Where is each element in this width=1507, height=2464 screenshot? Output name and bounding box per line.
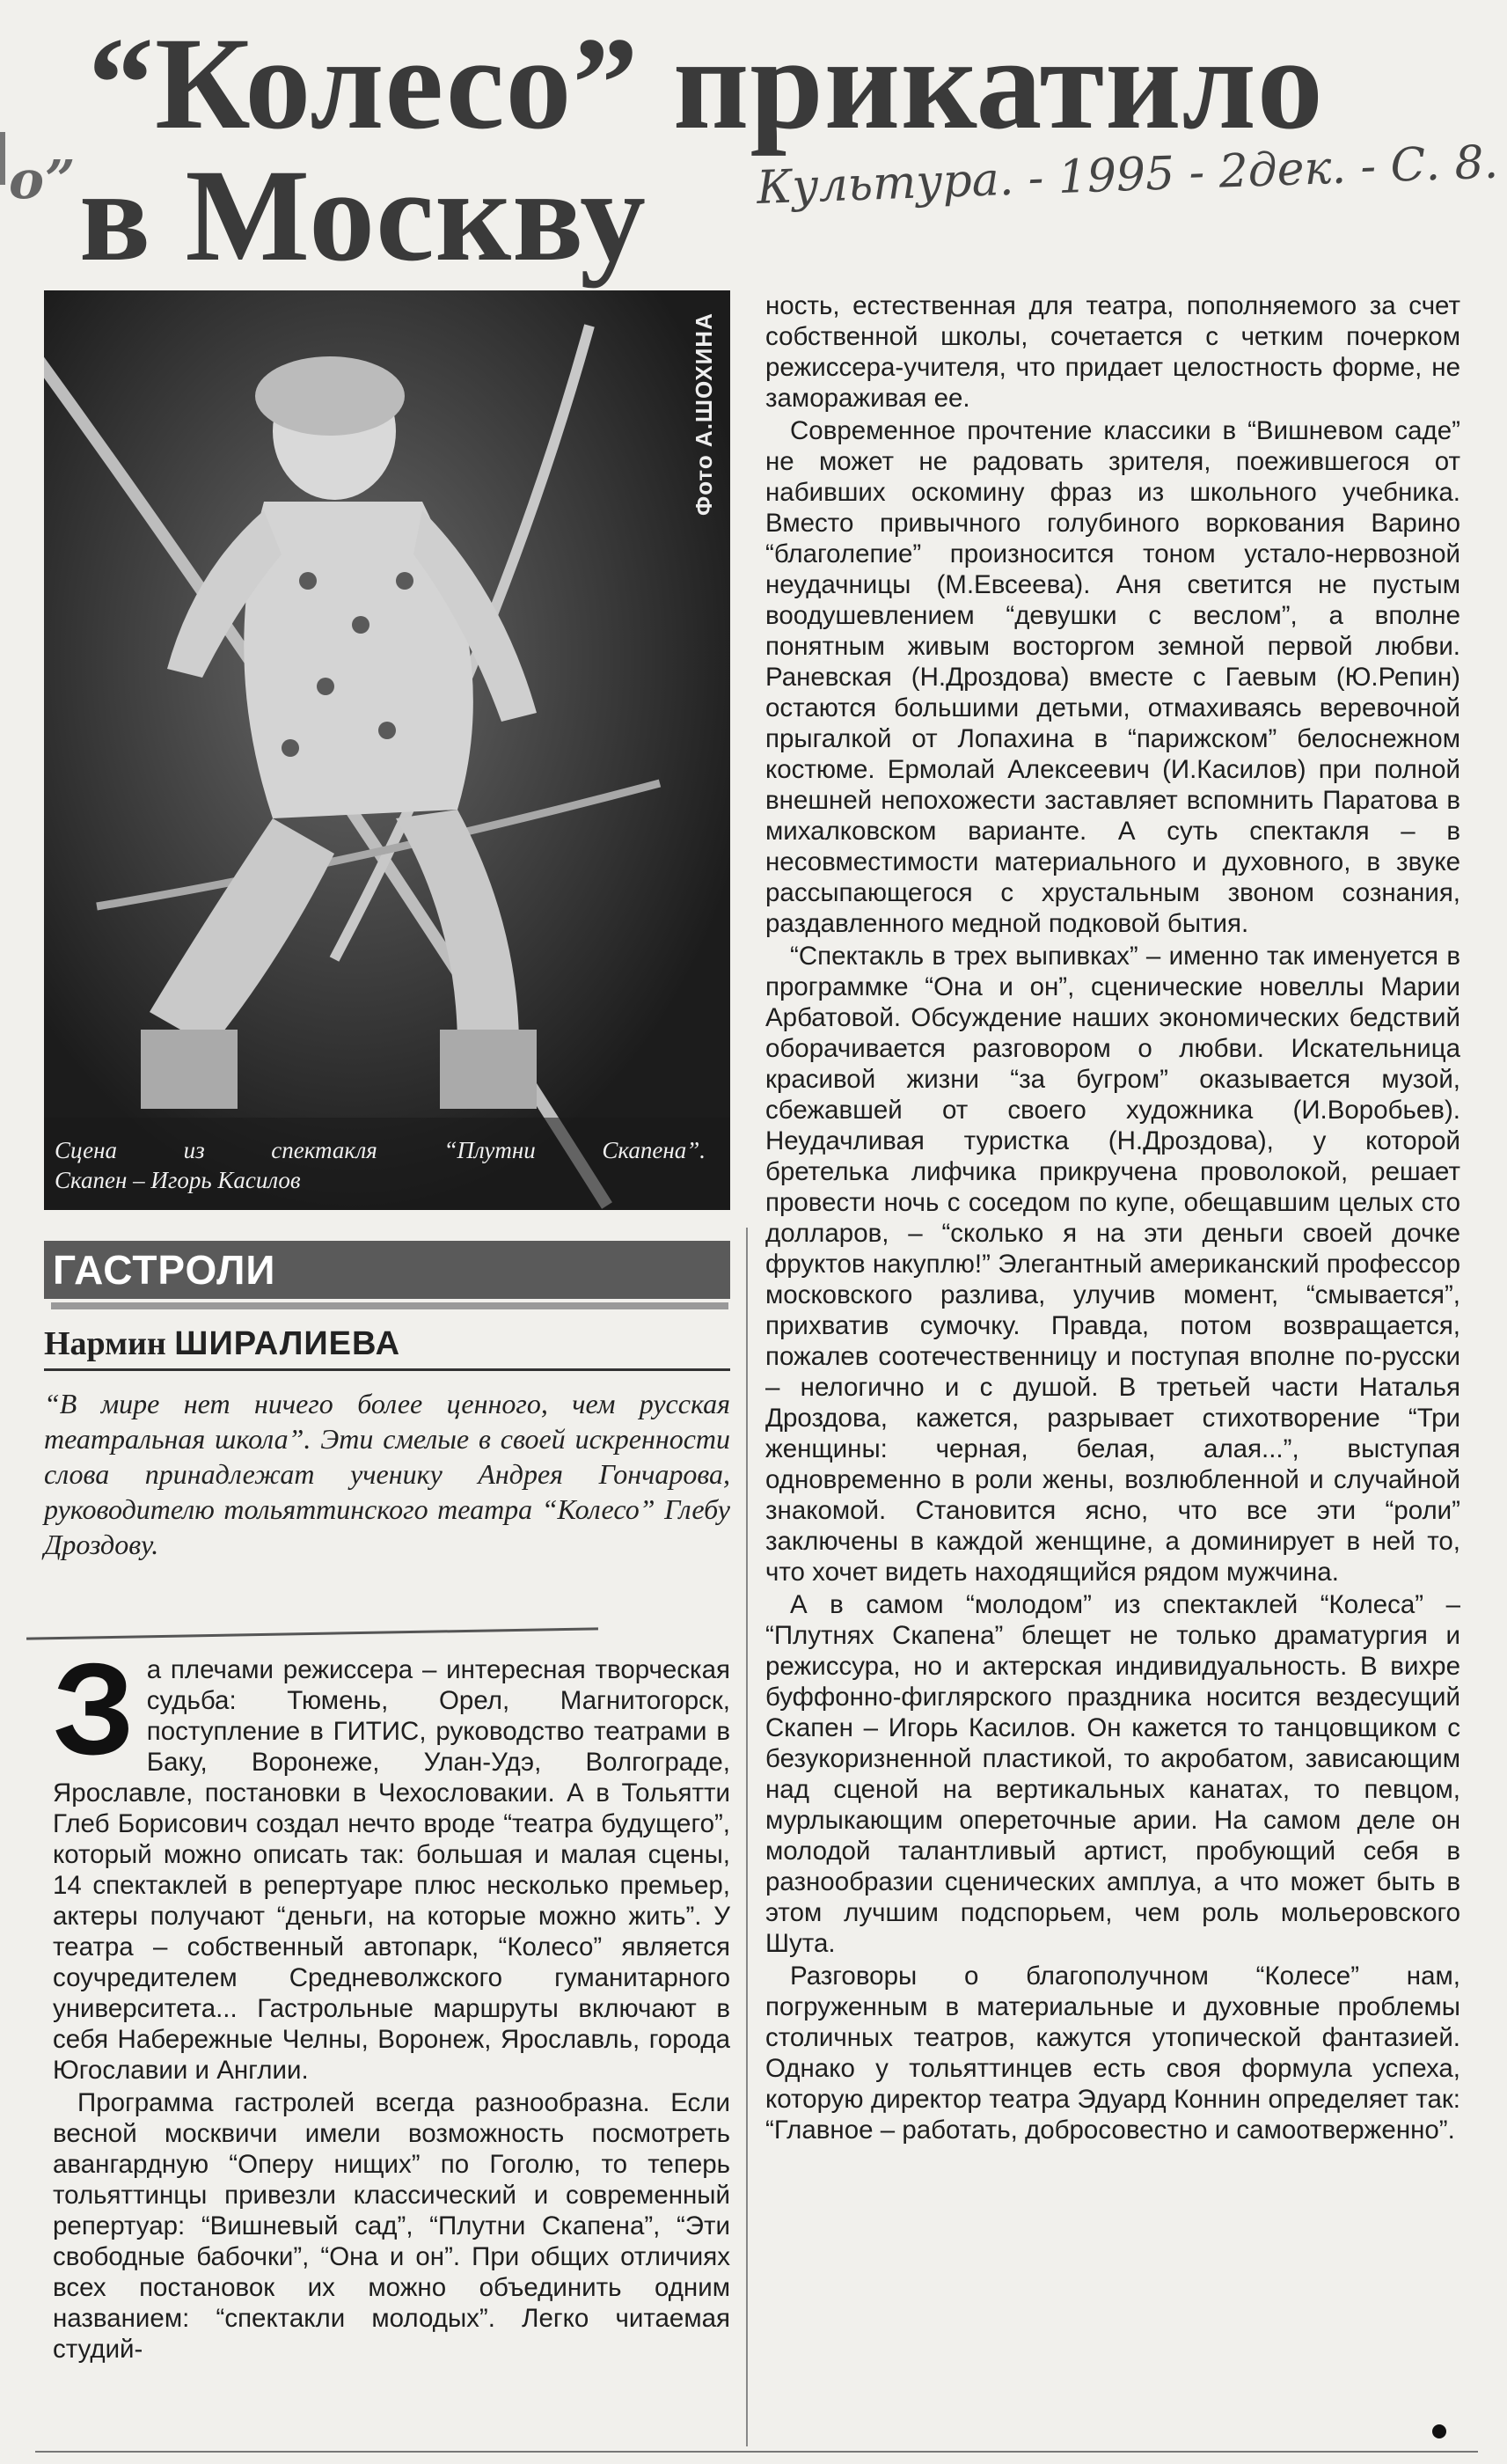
caption-word: Скапена”.: [602, 1137, 706, 1163]
caption-word: из: [183, 1137, 205, 1163]
drop-cap: З: [53, 1654, 135, 1782]
bottom-rule: [35, 2451, 1478, 2453]
headline-line-2: в Москву: [79, 143, 647, 289]
scan-edge-mark: [0, 132, 5, 185]
left-column: [53, 1654, 730, 2429]
handwritten-source-note: Культура. - 1995 - 2дек. - С. 8.: [756, 136, 1499, 215]
rubric-shadow: [51, 1302, 728, 1309]
actor-on-ropes-illustration: [44, 290, 730, 1210]
author-byline: [44, 1324, 730, 1363]
paragraph: [53, 1654, 730, 2086]
pen-underline: [26, 1627, 598, 1639]
column-divider: [746, 1228, 748, 2446]
paragraph: “Спектакль в трех выпивках” – именно так именуется в программке “Она и он”, сценические новеллы Марии Арбатовой. Обсуждение наших экономических бедствий оборачивается разговором о любви. Искательница красивой жизни “за бугром” оказывается музой, сбежавшей от своего художника (И.Воробьев). Неудачливая туристка (Н.Дроздова), у которой бретелька лифчика прикручена проволокой, решает провести ночь с соседом по купе, обещавшим целых сто долларов, – “сколько я на эти деньги своей дочке фруктов накуплю!” Элегантный американский профессор московского разлива, улучив момент, “смывается”, прихватив сумочку. Правда, потом возвращается, пожалев соотечественницу и поступая вполне по-русски – нелогично и с душой. В третьей части Наталья Дроздова, кажется, разрывает стихотворение “Три женщины: черная, белая, алая...”, выступая одновременно в роли жены, возлюбленной и случайной знакомой. Становится ясно, что все эти “роли” заключены в каждой женщине, а доминирует в ней то, что хочет видеть находящийся рядом мужчина.: [765, 942, 1460, 1587]
paragraph: ность, естественная для театра, пополняемого за счет собственной школы, сочетается с четким почерком режиссера-учителя, что придает целостность форме, не замораживая ее.: [765, 291, 1460, 413]
paragraph: Программа гастролей всегда разнообразна. Если весной москвичи имели возможность посмотреть авангардную “Оперу нищих” по Гоголю, то теперь тольяттинцы привезли классический и современный репертуар: “Вишневый сад”, “Плутни Скапена”, “Эти свободные бабочки”, “Она и он”. При общих отличиях всех постановок их можно объединить одним названием: “спектакли молодых”. Легко читаемая студий-: [53, 2088, 730, 2364]
headline-edge-fragment: о”: [9, 150, 77, 211]
right-column: [765, 290, 1460, 2438]
photo-caption: [55, 1135, 706, 1195]
author-last-name: ШИРАЛИЕВА: [174, 1325, 401, 1362]
byline-rule: [44, 1368, 730, 1371]
section-rubric: ГАСТРОЛИ: [44, 1241, 730, 1299]
caption-word: Сцена: [55, 1137, 118, 1163]
end-of-article-bullet: [1432, 2424, 1446, 2438]
performance-photo: [44, 290, 730, 1210]
photo-caption-line-2: Скапен – Игорь Касилов: [55, 1167, 301, 1193]
photo-caption-line-1: [55, 1135, 706, 1165]
caption-word: спектакля: [271, 1137, 377, 1163]
paragraph: Современное прочтение классики в “Вишневом саде” не может не радовать зрителя, поежившегося от набивших оскомину фраз из школьного учебника. Вместо привычного голубиного воркования Варино “благолепие” произносится тоном устало-нервозной неудачницы (М.Евсеева). Аня светится не пустым воодушевлением “девушки с веслом”, а вполне понятным живым восторгом земной первой любви. Раневская (Н.Дроздова) вместе с Гаевым (Ю.Репин) остаются большими детьми, отмахиваясь веревочной прыгалкой от Лопахина в “парижском” белоснежном костюме. Ермолай Алексеевич (И.Касилов) при полной внешней непохожести заставляет вспомнить Паратова в михалковском варианте. А суть спектакля – в несовместимости материального и духовного, в звуке рассыпающегося с хрустальным звоном сознания, раздавленного медной подковой бытия.: [765, 416, 1460, 938]
lead-paragraph: “В мире нет ничего более ценного, чем русская театральная школа”. Эти смелые в своей искренности слова принадлежат ученику Андрея Гончарова, руководителю тольяттинского театра “Колесо” Глебу Дроздову.: [44, 1388, 730, 1560]
paragraph: Разговоры о благополучном “Колесе” нам, погруженным в материальные и духовные проблемы столичных театров, кажутся утопической фантазией. Однако у тольяттинцев есть своя формула успеха, которую директор театра Эдуард Коннин определяет так: “Главное – работать, добросовестно и самоотверженно”.: [765, 1962, 1460, 2145]
paragraph: А в самом “молодом” из спектаклей “Колеса” – “Плутнях Скапена” блещет не только драматургия и режиссура, но и актерская индивидуальность. В вихре буффонно-фиглярского праздника носится вездесущий Скапен – Игорь Касилов. Он кажется то танцовщиком с безукоризненной пластикой, то акробатом, зависающим над сценой на вертикальных канатах, то певцом, мурлыкающим опереточные арии. На самом деле он молодой талантливый артист, пробующий себя в разнообразии сценических амплуа, а что может быть в этом лучшим подспорьем, чем роль мольеровского Шута.: [765, 1590, 1460, 1958]
author-first-name: Нармин: [44, 1325, 166, 1362]
headline-line-1: “Колесо” прикатило: [88, 11, 1324, 157]
caption-word: “Плутни: [443, 1137, 536, 1163]
paragraph-text: а плечами режиссера – интересная творческая судьба: Тюмень, Орел, Магнитогорск, поступление в ГИТИС, руководство театрами в Баку, Воронеже, Улан-Удэ, Волгограде, Ярославле, постановки в Чехословакии. А в Тольятти Глеб Борисович создал нечто вроде “театра будущего”, который можно описать так: большая и малая сцены, 14 спектаклей в репертуаре плюс несколько премьер, актеры получают “деньги, на которые можно жить”. У театра – собственный автопарк, “Колесо” является соучредителем Средневолжского гуманитарного университета... Гастрольные маршруты включают в себя Набережные Челны, Воронеж, Ярославль, города Югославии и Англии.: [53, 1655, 730, 2085]
photo-credit: Фото А.ШОХИНА: [691, 312, 717, 516]
